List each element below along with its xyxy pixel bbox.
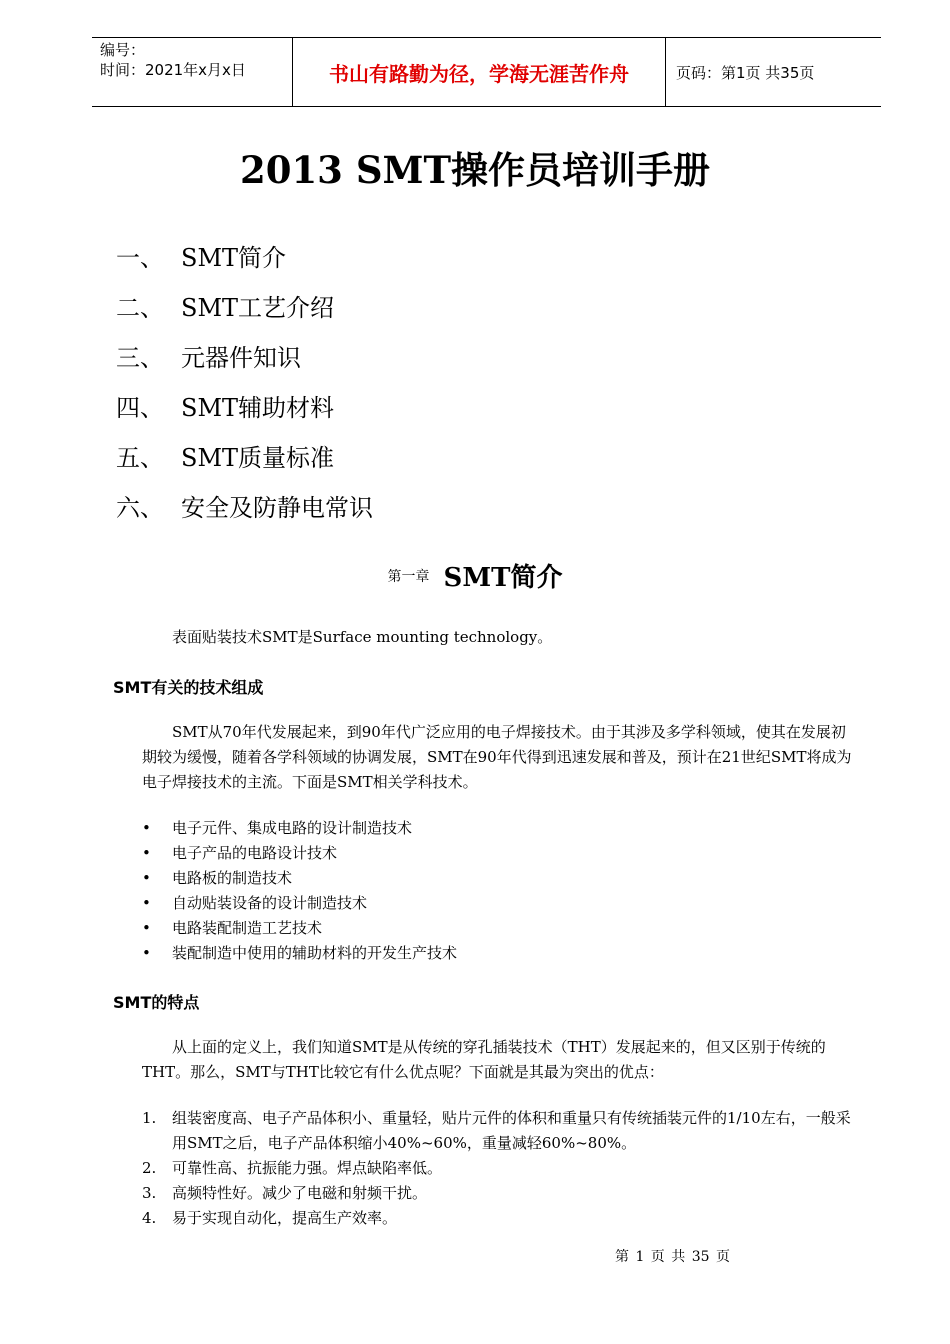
list-item: 3. 高频特性好。减少了电磁和射频干扰。 xyxy=(142,1184,428,1202)
toc-item xyxy=(116,480,373,530)
list-item: • 自动贴装设备的设计制造技术 xyxy=(142,891,457,916)
toc-label: SMT简介 xyxy=(181,243,287,272)
list-item: • 电子产品的电路设计技术 xyxy=(142,841,457,866)
toc-label: 安全及防静电常识 xyxy=(181,493,373,522)
bullet-icon: • xyxy=(142,869,151,887)
toc-number: 五、 xyxy=(116,443,164,472)
toc-label: SMT质量标准 xyxy=(181,443,335,472)
tech-bullet-list xyxy=(142,816,457,966)
bullet-icon: • xyxy=(142,944,151,962)
features-numbered-list xyxy=(142,1106,854,1231)
toc-item xyxy=(116,230,373,280)
header-meta xyxy=(92,38,293,106)
toc-item xyxy=(116,330,373,380)
toc-number: 四、 xyxy=(116,393,164,422)
toc-label: 元器件知识 xyxy=(181,343,301,372)
toc-number: 一、 xyxy=(116,243,164,272)
bullet-icon: • xyxy=(142,894,151,912)
toc-item xyxy=(116,280,373,330)
time-label: 时间：2021年x月x日 xyxy=(100,61,246,79)
toc-number: 六、 xyxy=(116,493,164,522)
header-motto: 书山有路勤为径，学海无涯苦作舟 xyxy=(293,38,666,106)
list-item: 2. 可靠性高、抗振能力强。焊点缺陷率低。 xyxy=(142,1159,443,1177)
section-heading-features: SMT的特点 xyxy=(113,993,200,1012)
chapter-title: SMT简介 xyxy=(443,563,563,593)
bullet-icon: • xyxy=(142,844,151,862)
section-tech-paragraph: SMT从70年代发展起来，到90年代广泛应用的电子焊接技术。由于其涉及多学科领域，使其在发展初期较为缓慢，随着各学科领域的协调发展，SMT在90年代得到迅速发展和普及，预计在21世纪SMT将成为电子焊接技术的主流。下面是SMT相关学科技术。 xyxy=(142,723,852,791)
code-label: 编号： xyxy=(100,41,146,59)
bullet-icon: • xyxy=(142,819,151,837)
page-footer: 第 1 页 共 35 页 xyxy=(615,1249,730,1265)
document-title: 2013 SMT操作员培训手册 xyxy=(239,148,711,192)
section-heading-tech: SMT有关的技术组成 xyxy=(113,678,264,697)
toc-label: SMT工艺介绍 xyxy=(181,293,335,322)
list-item: • 装配制造中使用的辅助材料的开发生产技术 xyxy=(142,941,457,966)
chapter-heading xyxy=(0,557,950,594)
bullet-icon: • xyxy=(142,919,151,937)
toc-item xyxy=(116,430,373,480)
table-of-contents xyxy=(116,230,373,530)
list-item: • 电子元件、集成电路的设计制造技术 xyxy=(142,816,457,841)
chapter-prefix: 第一章 xyxy=(387,568,430,585)
toc-item xyxy=(116,380,373,430)
list-item: • 电路装配制造工艺技术 xyxy=(142,916,457,941)
page-header xyxy=(92,37,881,107)
header-page-info: 页码：第1页 共35页 xyxy=(676,63,815,82)
list-item: • 电路板的制造技术 xyxy=(142,866,457,891)
list-item: 1. 组装密度高、电子产品体积小、重量轻，贴片元件的体积和重量只有传统插装元件的1/10左右，一般采用SMT之后，电子产品体积缩小40%~60%，重量减轻60%~80%。 xyxy=(142,1109,851,1152)
toc-number: 三、 xyxy=(116,343,164,372)
section-features-paragraph: 从上面的定义上，我们知道SMT是从传统的穿孔插装技术（THT）发展起来的，但又区别于传统的THT。那么，SMT与THT比较它有什么优点呢？下面就是其最为突出的优点： xyxy=(142,1038,826,1081)
intro-paragraph: 表面贴装技术SMT是Surface mounting technology。 xyxy=(172,628,553,646)
list-item: 4. 易于实现自动化，提高生产效率。 xyxy=(142,1209,398,1227)
toc-label: SMT辅助材料 xyxy=(181,393,335,422)
toc-number: 二、 xyxy=(116,293,164,322)
